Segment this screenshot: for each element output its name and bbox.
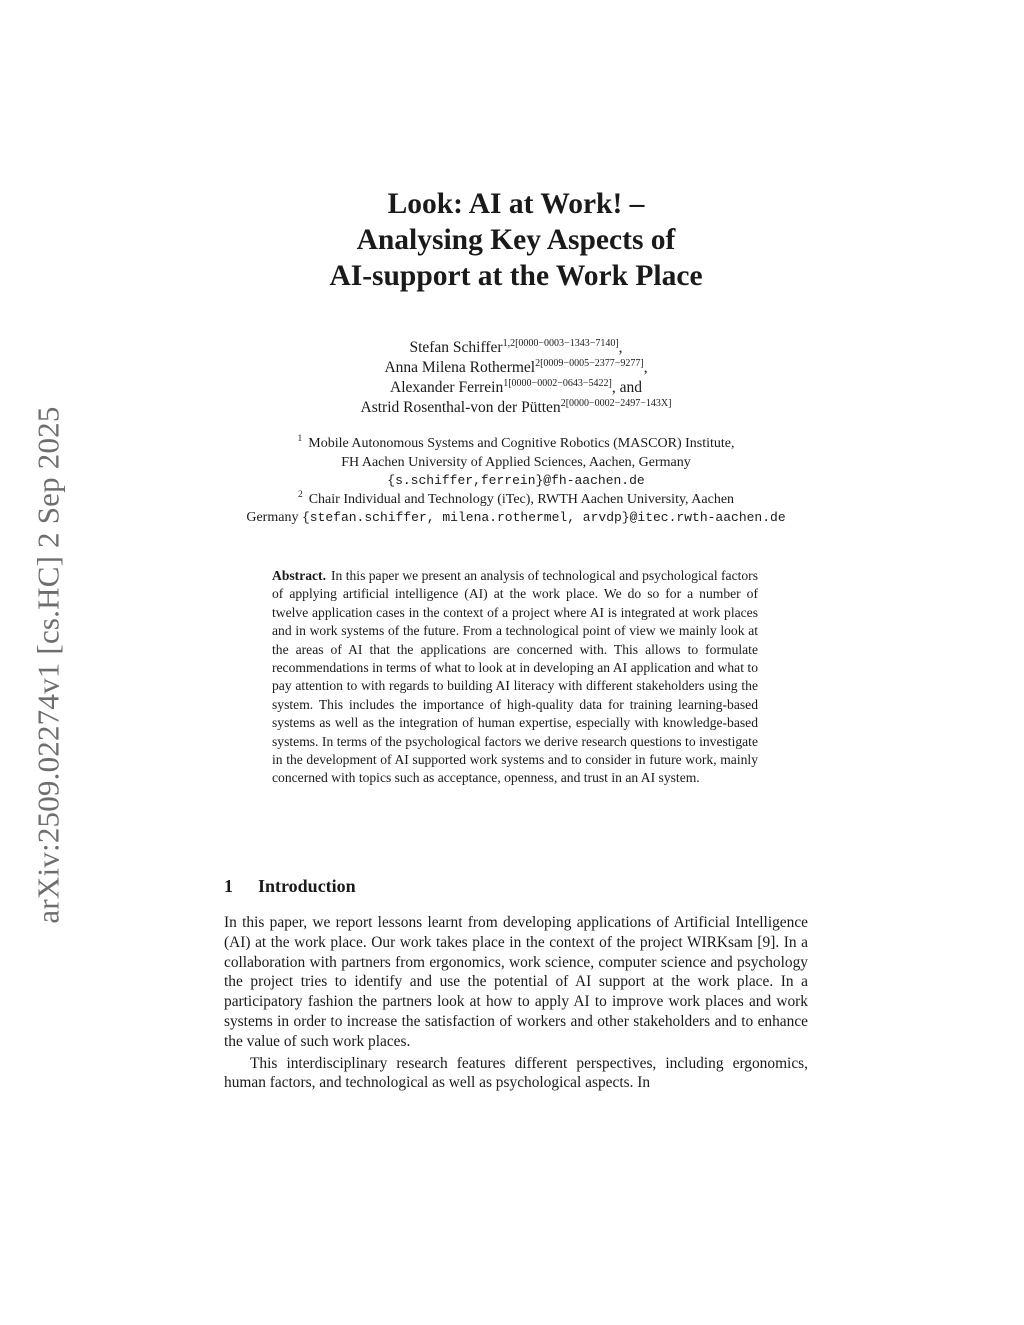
title-line-3: AI-support at the Work Place [329,260,703,292]
author-line [224,358,808,378]
affiliation-1-line-1: $^1$ Mobile Autonomous Systems and Cognitive Robotics (MASCOR) Institute, [297,434,735,451]
affiliation-mark: 1 [297,434,303,444]
author-name: Anna Milena Rothermel [384,359,536,376]
author-list [224,338,808,418]
affiliation-2-email: {stefan.schiffer, milena.rothermel, arvdp}@itec.rwth-aachen.de [301,510,786,525]
affiliations [224,435,808,528]
author-separator: , [643,359,648,376]
author-orcid: 1,2[0000−0003−1343−7140] [502,338,619,349]
author-orcid: 2[0000−0002−2497−143X] [560,398,672,409]
author-orcid: 1[0000−0002−0643−5422] [503,378,612,389]
section-number: 1 [224,876,233,896]
author-separator: , and [611,379,642,396]
author-name: Astrid Rosenthal-von der Pütten [360,399,561,416]
arxiv-identifier-stamp [26,380,72,950]
paragraph: In this paper, we report lessons learnt from developing applications of Artificial Intelligence (AI) at the work place. Our work takes place in the context of the project WIRKsam [9]. In a collaboration with partners from ergonomics, work science, computer science and psychology the project tries to identify and use the potential of AI support at the work place. In a participatory fashion the partners look at how to apply AI to improve work places and work systems in order to increase the satisfaction of workers and other stakeholders and to enhance the value of such work places. [224,914,808,1050]
introduction-body [224,913,808,1093]
paragraph: This interdisciplinary research features different perspectives, including ergonomics, human factors, and technological as well as psychological aspects. In [224,1054,808,1092]
affiliation-2-line-1: $^2$ Chair Individual and Technology (iTec), RWTH Aachen University, Aachen [297,489,735,507]
title-line-1: Look: AI at Work! – [387,188,645,220]
abstract-text: In this paper we present an analysis of technological and psychological factors of applying artificial intelligence (AI) at the work place. We do so for a number of twelve application cases in the context of a project where AI is integrated at work places and in work systems of the future. From a technological point of view we mainly look at the areas of AI that the applications are concerned with. This allows to formulate recommendations in terms of what to look at in developing an AI application and what to pay attention to with regards to building AI literacy with different stakeholders using the system. This includes the importance of high-quality data for training learning-based systems as well as the integration of human expertise, especially with knowledge-based systems. In terms of the psychological factors we derive research questions to investigate in the development of AI supported work systems and to consider in future work, mainly concerned with topics such as acceptance, openness, and trust in an AI system. [272,568,758,786]
author-separator: , [618,339,623,356]
paper-title [224,186,808,294]
title-line-2: Analysing Key Aspects of [356,224,676,256]
affiliation-1-line-2: FH Aachen University of Applied Sciences, Aachen, Germany [341,454,691,470]
author-line [224,338,808,358]
abstract-label: Abstract. [272,568,326,583]
author-name: Stefan Schiffer [409,339,503,356]
affiliation-1-email: {s.schiffer,ferrein}@fh-aachen.de [387,473,645,488]
author-line [224,398,808,418]
affiliation-2-line-2: Germany {stefan.schiffer, milena.rothermel, arvdp}@itec.rwth-aachen.de [246,510,786,525]
author-orcid: 2[0009−0005−2377−9277] [535,358,644,369]
section-heading [224,874,808,898]
affiliation-mark: 2 [297,489,303,500]
abstract [272,567,758,788]
arxiv-identifier-text: arXiv:2509.02274v1 [cs.HC] 2 Sep 2025 [31,406,67,924]
author-line [224,378,808,398]
section-title: Introduction [258,876,356,896]
author-name: Alexander Ferrein [390,379,504,396]
